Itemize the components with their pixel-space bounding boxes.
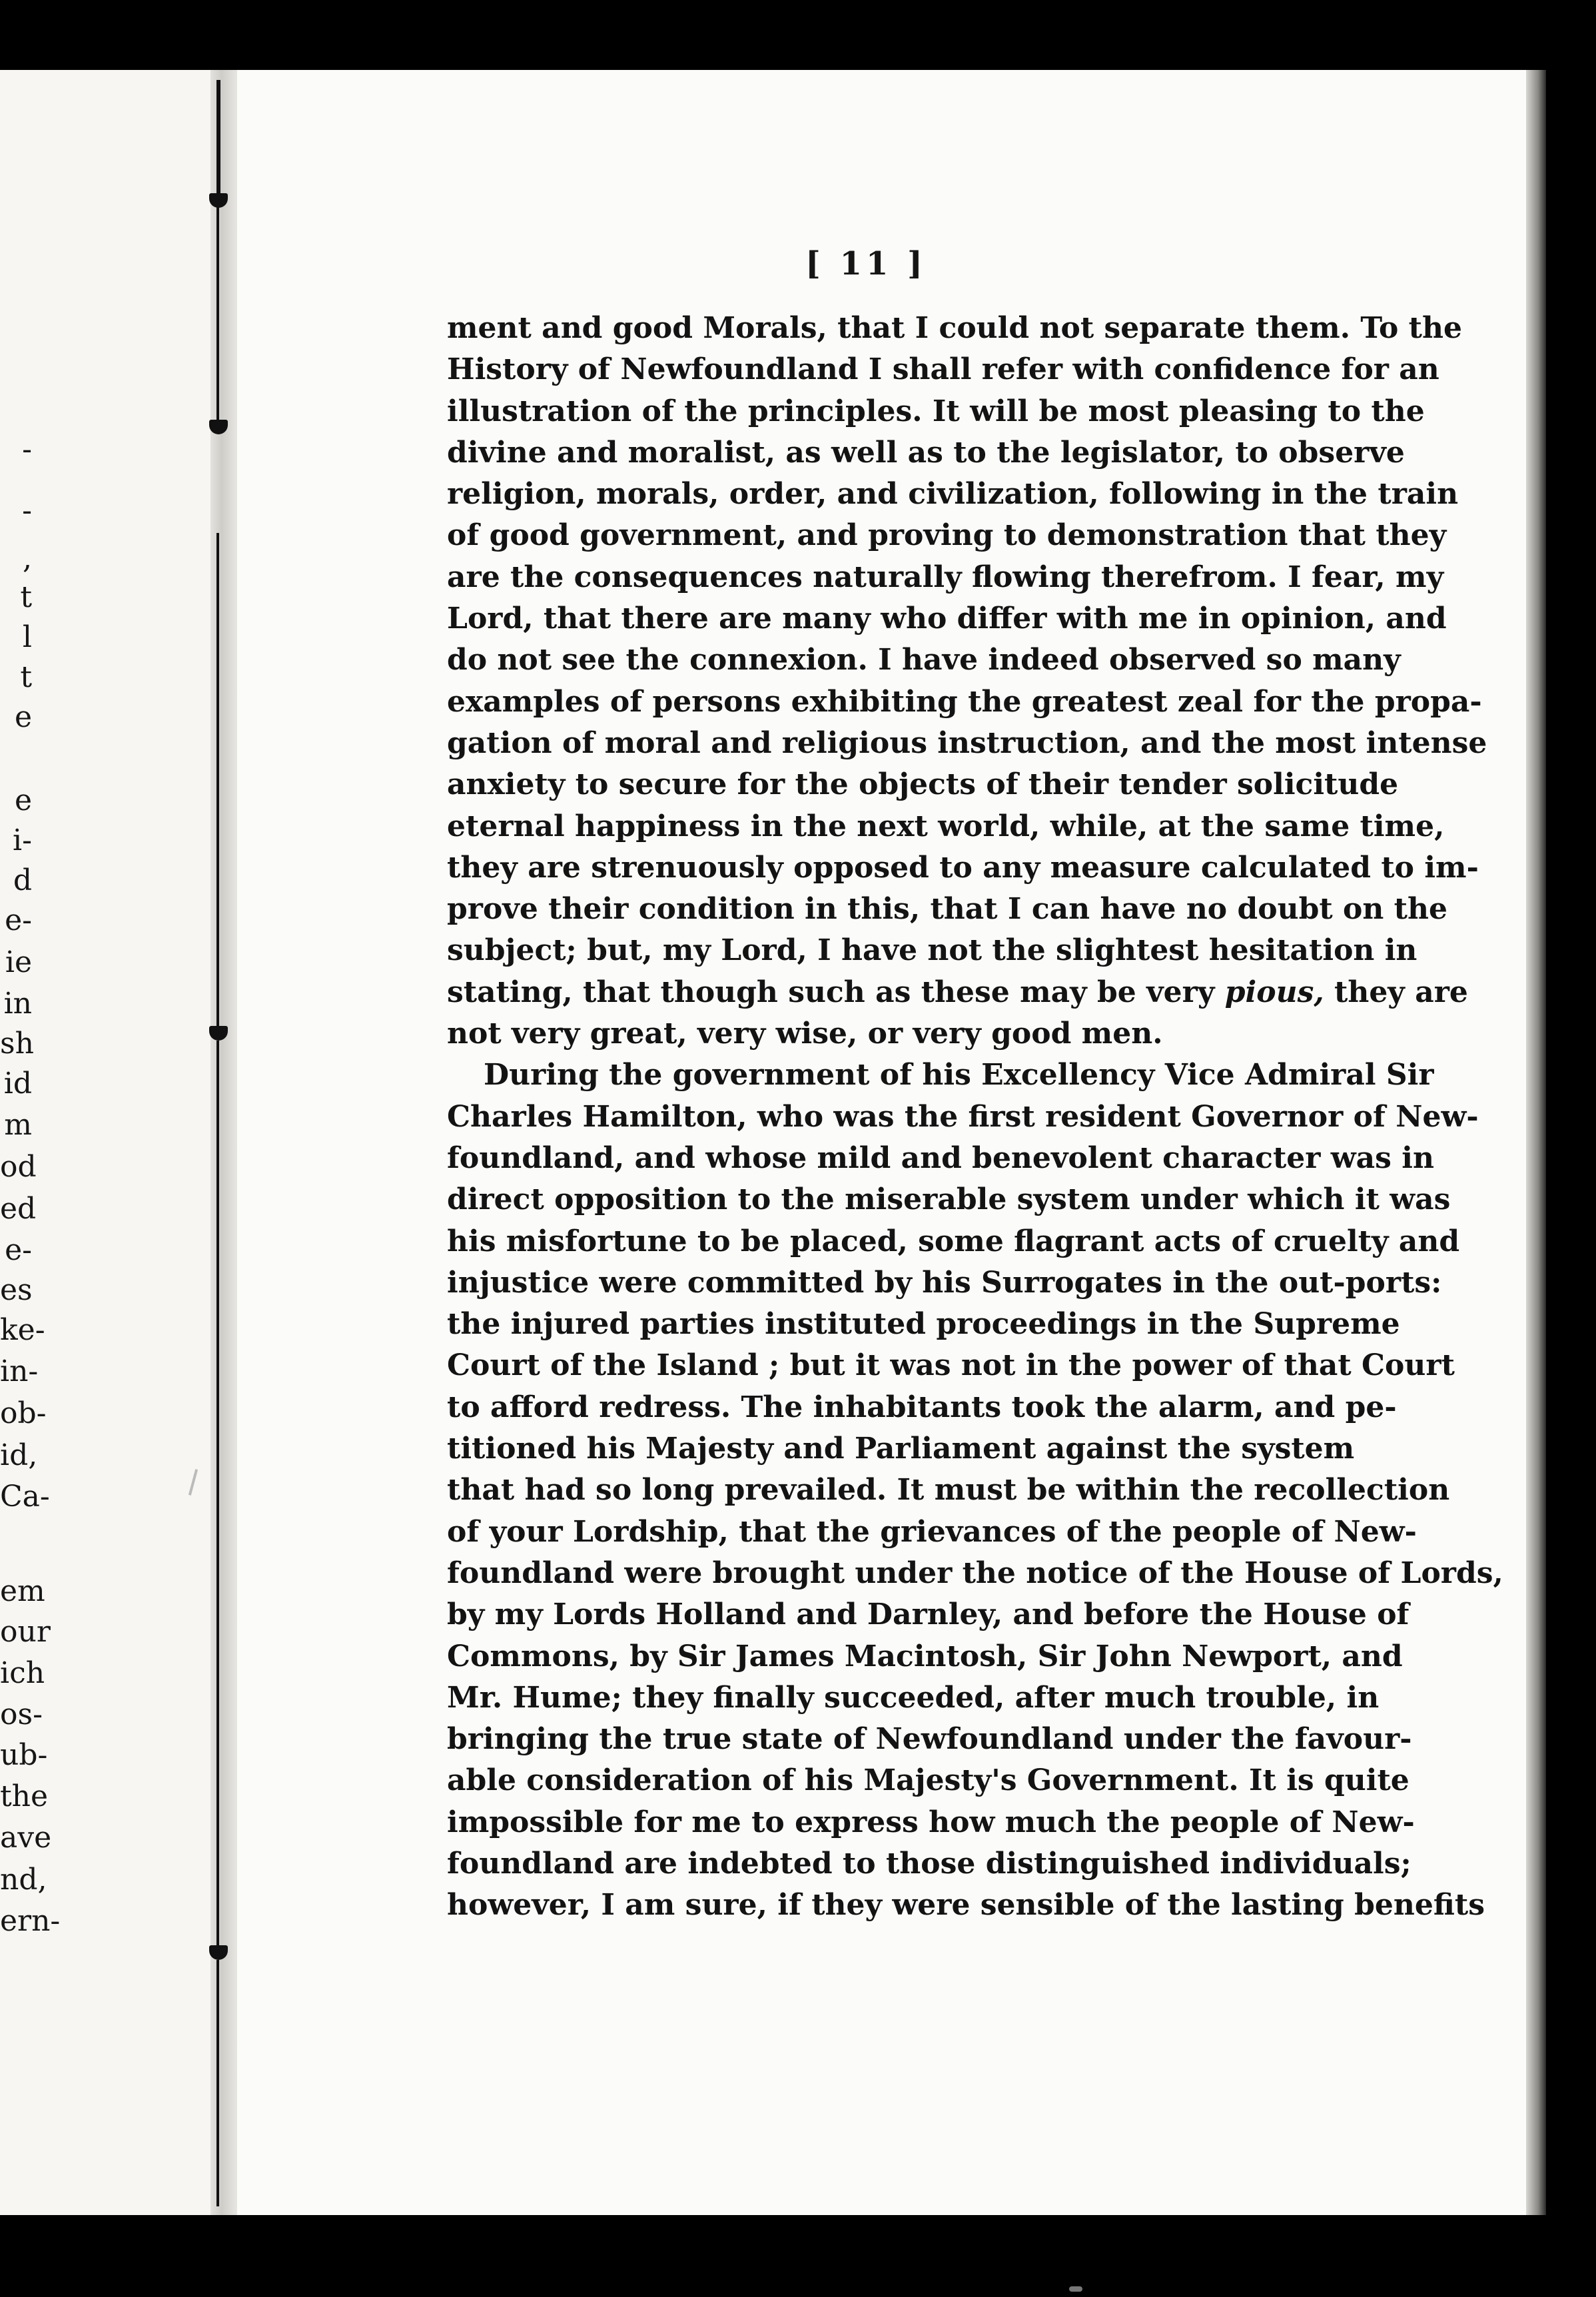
left-page-margin-fragments: [0, 70, 223, 2215]
text-line-with-italic: [447, 972, 1468, 1013]
margin-fragment: ob-: [0, 1396, 47, 1430]
text-line: subject; but, my Lord, I have not the slightest hesitation in: [447, 933, 1417, 968]
margin-fragment: ,: [23, 542, 32, 576]
margin-fragment: id: [3, 1067, 32, 1101]
margin-fragment: our: [0, 1615, 51, 1649]
binding-stitch: [216, 1041, 219, 1947]
margin-fragment: od: [0, 1150, 37, 1184]
body-text: [447, 308, 1503, 1927]
binding-stitch: [216, 533, 219, 1026]
margin-fragment: ed: [0, 1192, 37, 1226]
text-line: Court of the Island ; but it was not in the power of that Court: [447, 1348, 1455, 1383]
text-line: Charles Hamilton, who was the first resident Governor of New-: [447, 1099, 1479, 1134]
margin-fragment: e-: [5, 1233, 32, 1267]
margin-fragment: es: [0, 1273, 33, 1307]
book-gutter: [210, 70, 238, 2215]
text-line: do not see the connexion. I have indeed observed so many: [447, 643, 1401, 678]
margin-fragment: os-: [0, 1697, 43, 1731]
right-page-edge: [1526, 70, 1546, 2215]
text-line: the injured parties instituted proceedings in the Supreme: [447, 1307, 1400, 1342]
text-line: divine and moralist, as well as to the legislator, to observe: [447, 435, 1405, 470]
margin-fragment: in: [3, 987, 32, 1021]
italic-word: pious,: [1224, 975, 1324, 1009]
text-line: prove their condition in this, that I can have no doubt on the: [447, 892, 1447, 927]
margin-fragment: e: [14, 783, 32, 817]
margin-fragment: nd,: [0, 1863, 47, 1897]
text-line: History of Newfoundland I shall refer with confidence for an: [447, 352, 1439, 387]
text-line: of good government, and proving to demonstration that they: [447, 518, 1447, 553]
text-line: however, I am sure, if they were sensible of the lasting benefits: [447, 1888, 1485, 1923]
margin-fragment: e: [14, 700, 32, 734]
text-line: are the consequences naturally flowing therefrom. I fear, my: [447, 560, 1444, 594]
text-line: examples of persons exhibiting the greatest zeal for the propa-: [447, 684, 1482, 719]
text-line: titioned his Majesty and Parliament against the system: [447, 1432, 1355, 1466]
margin-fragment: ave: [0, 1821, 52, 1855]
margin-fragment: d: [13, 863, 32, 897]
text-line: Mr. Hume; they finally succeeded, after much trouble, in: [447, 1680, 1380, 1715]
text-line: foundland were brought under the notice of the House of Lords,: [447, 1556, 1503, 1590]
margin-fragment: ke-: [0, 1313, 45, 1347]
text-line: able consideration of his Majesty's Government. It is quite: [447, 1763, 1409, 1798]
margin-fragment: id,: [0, 1438, 38, 1472]
margin-fragment: Ca-: [0, 1480, 50, 1514]
binding-stitch: [216, 1960, 219, 2206]
text-line: injustice were committed by his Surrogates in the out-ports:: [447, 1265, 1442, 1300]
margin-fragment: sh: [0, 1027, 34, 1061]
text-line: gation of moral and religious instruction, and the most intense: [447, 725, 1487, 760]
margin-fragment: m: [4, 1108, 32, 1142]
text-line: of your Lordship, that the grievances of the people of New-: [447, 1514, 1417, 1549]
margin-fragment: ern-: [0, 1904, 61, 1938]
page-number: [ 11 ]: [805, 245, 927, 282]
text-line: anxiety to secure for the objects of their tender solicitude: [447, 767, 1399, 802]
text-line: foundland, and whose mild and benevolent character was in: [447, 1141, 1434, 1175]
text-line: that had so long prevailed. It must be within the recollection: [447, 1473, 1450, 1508]
margin-fragment: i-: [13, 823, 32, 857]
margin-fragment: t: [20, 580, 32, 614]
margin-fragment: -: [22, 494, 32, 528]
text-line: ment and good Morals, that I could not separate them. To the: [447, 311, 1462, 345]
text-line: foundland are indebted to those distinguished individuals;: [447, 1846, 1411, 1881]
text-line: Commons, by Sir James Macintosh, Sir John Newport, and: [447, 1639, 1403, 1673]
margin-fragment: the: [0, 1779, 49, 1813]
margin-fragment: e-: [5, 903, 32, 937]
text-line: by my Lords Holland and Darnley, and before the House of: [447, 1598, 1409, 1632]
text-segment: they are: [1334, 975, 1468, 1009]
margin-fragment: in-: [0, 1354, 39, 1388]
text-line: bringing the true state of Newfoundland under the favour-: [447, 1722, 1412, 1757]
paragraph-start-line: During the government of his Excellency Vice Admiral Sir: [484, 1058, 1434, 1093]
text-line: direct opposition to the miserable system under which it was: [447, 1182, 1451, 1217]
text-line: religion, morals, order, and civilization, following in the train: [447, 477, 1459, 512]
margin-fragment: ub-: [0, 1738, 48, 1772]
stray-mark: [1069, 2286, 1082, 2292]
text-segment: stating, that though such as these may be very: [447, 975, 1215, 1009]
text-line: impossible for me to express how much the people of New-: [447, 1805, 1415, 1839]
margin-fragment: em: [0, 1574, 45, 1608]
text-line: not very great, very wise, or very good men.: [447, 1017, 1163, 1051]
binding-stitch: [216, 207, 219, 420]
margin-fragment: -: [22, 432, 32, 466]
margin-fragment: ie: [5, 945, 32, 979]
text-line: his misfortune to be placed, some flagrant acts of cruelty and: [447, 1224, 1460, 1258]
margin-fragment: ich: [0, 1656, 45, 1690]
text-line: to afford redress. The inhabitants took the alarm, and pe-: [447, 1390, 1397, 1424]
left-page: [0, 70, 223, 2215]
margin-fragment: t: [20, 660, 32, 694]
text-line: Lord, that there are many who differ with me in opinion, and: [447, 602, 1447, 636]
text-line: eternal happiness in the next world, while, at the same time,: [447, 809, 1445, 843]
margin-fragment: l: [22, 620, 32, 654]
text-line: they are strenuously opposed to any measure calculated to im-: [447, 850, 1479, 885]
binding-stitch: [216, 80, 220, 193]
text-line: illustration of the principles. It will be most pleasing to the: [447, 394, 1425, 428]
